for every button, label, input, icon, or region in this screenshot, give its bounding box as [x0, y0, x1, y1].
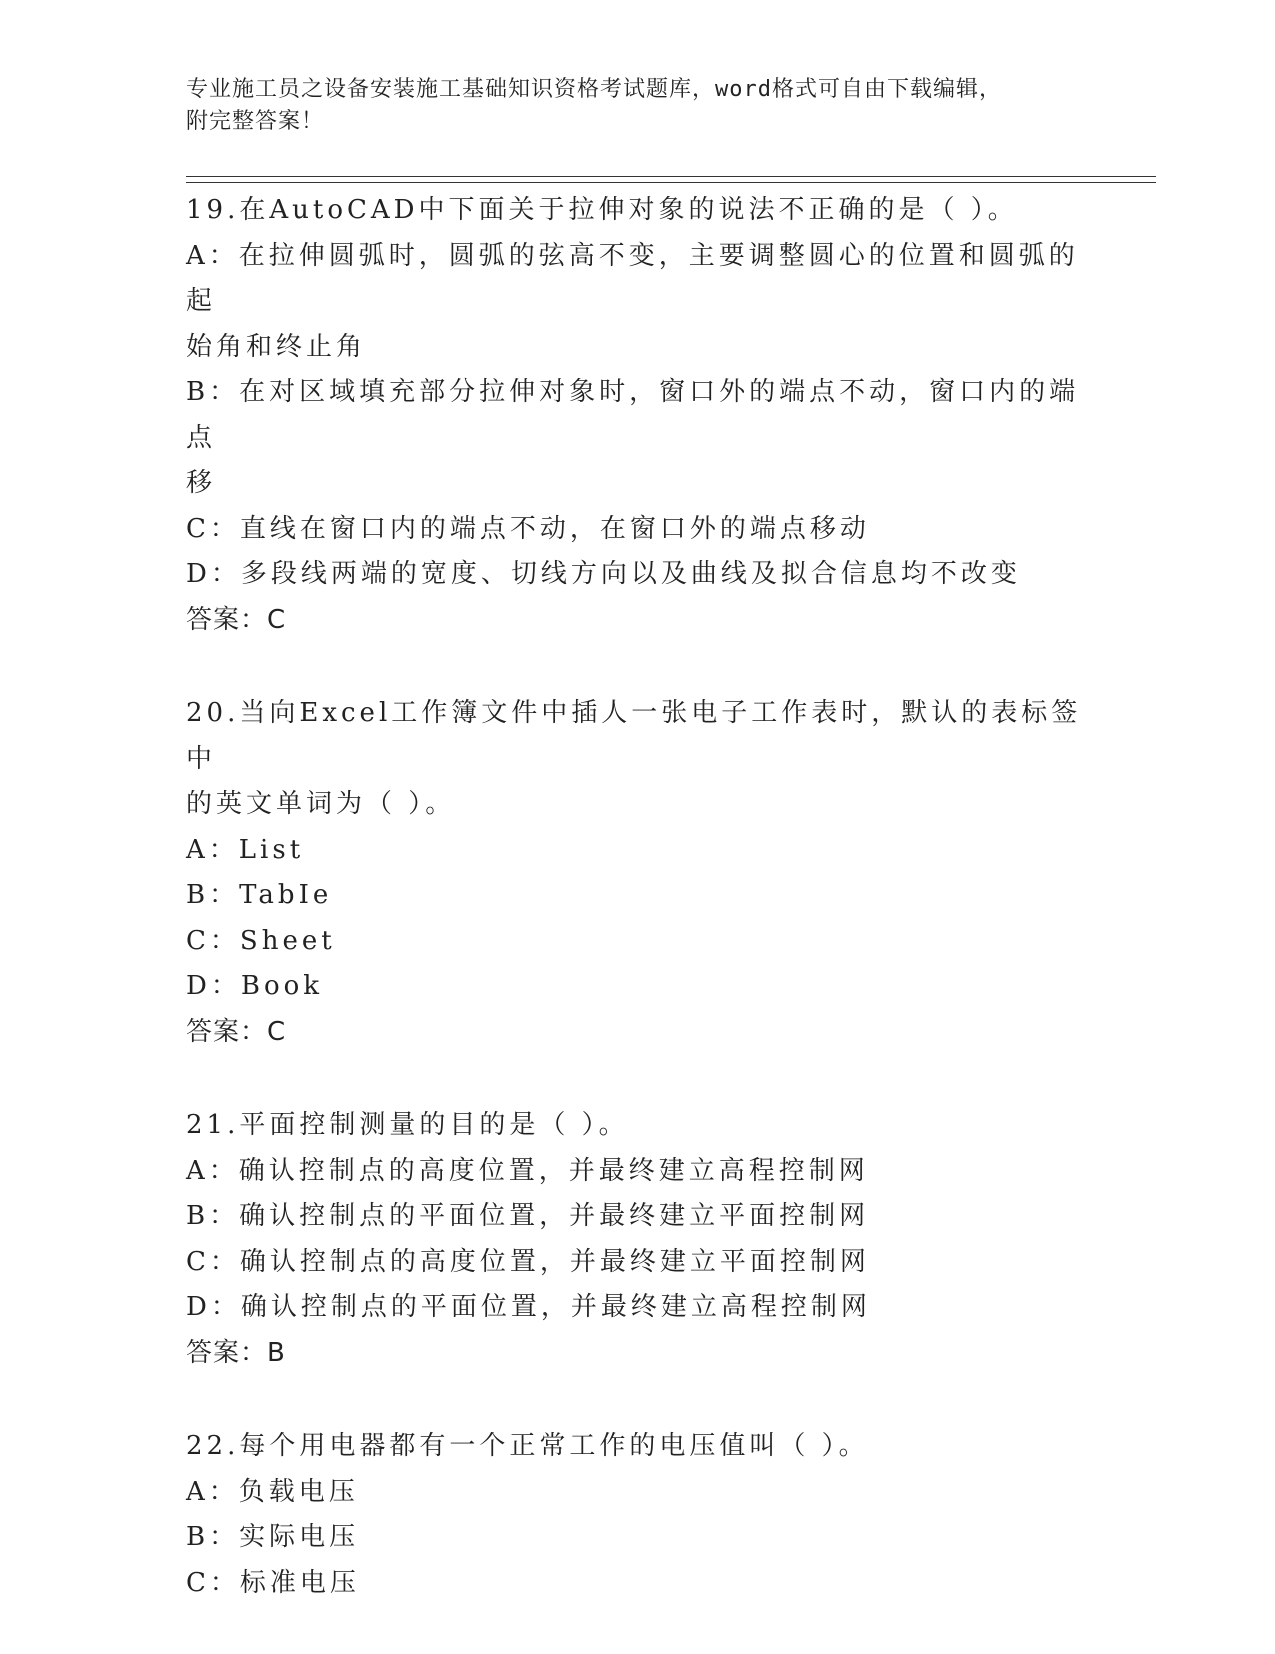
option-a-cont: 始角和终止角 [186, 331, 367, 362]
option-a: A：在拉伸圆弧时，圆弧的弦高不变，主要调整圆心的位置和圆弧的起 [186, 240, 1079, 316]
option-d: D：多段线两端的宽度、切线方向以及曲线及拟合信息均不改变 [186, 559, 1021, 589]
question-list [186, 188, 1086, 1654]
header-line-1: 专业施工员之设备安装施工基础知识资格考试题库，word格式可自由下载编辑， [186, 77, 1002, 102]
option-d: D：确认控制点的平面位置，并最终建立高程控制网 [186, 1292, 871, 1322]
option-c: C：直线在窗口内的端点不动，在窗口外的端点移动 [186, 513, 870, 544]
option-a: A：负载电压 [186, 1476, 359, 1507]
option-b-cont: 移 [186, 468, 217, 498]
header-rule-top [186, 176, 1156, 177]
question-22 [186, 1424, 1086, 1606]
answer: 答案：C [186, 604, 287, 635]
question-stem: 19.在AutoCAD中下面关于拉伸对象的说法不正确的是（ ）。 [186, 195, 1018, 225]
option-a: A：确认控制点的高度位置，并最终建立高程控制网 [186, 1155, 869, 1186]
option-b: B：TabIe [186, 880, 333, 910]
question-19 [186, 188, 1086, 643]
option-c: C：Sheet [186, 925, 336, 956]
option-c: C：标准电压 [186, 1567, 360, 1598]
answer: 答案：B [186, 1337, 286, 1368]
option-b: B：确认控制点的平面位置，并最终建立平面控制网 [186, 1201, 870, 1231]
question-21 [186, 1103, 1086, 1376]
option-b: B：实际电压 [186, 1522, 360, 1552]
option-b: B：在对区域填充部分拉伸对象时，窗口外的端点不动，窗口内的端点 [186, 377, 1080, 453]
question-20 [186, 691, 1086, 1055]
header-rule-bottom [186, 182, 1156, 183]
answer: 答案：C [186, 1016, 287, 1047]
question-stem: 22.每个用电器都有一个正常工作的电压值叫（ ）。 [186, 1431, 869, 1461]
document-header [186, 74, 1086, 138]
question-stem: 21.平面控制测量的目的是（ ）。 [186, 1110, 629, 1140]
option-c: C：确认控制点的高度位置，并最终建立平面控制网 [186, 1246, 870, 1277]
question-stem: 20.当向Excel工作簿文件中插人一张电子工作表时，默认的表标签中 [186, 698, 1082, 774]
header-line-2: 附完整答案！ [186, 109, 325, 134]
question-stem-cont: 的英文单词为（ ）。 [186, 789, 456, 819]
option-a: A：List [186, 834, 305, 865]
option-d: D：Book [186, 971, 324, 1001]
